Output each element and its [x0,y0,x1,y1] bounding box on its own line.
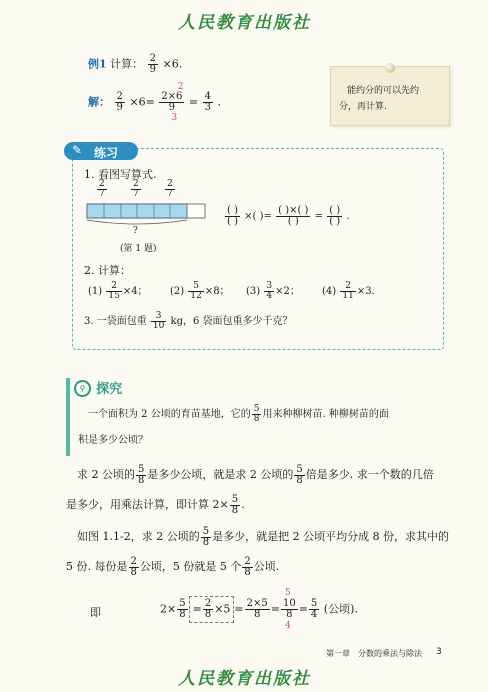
bar-question-mark: ? [133,226,138,236]
body-paragraph-2: 如图 1.1-2，求 2 公顷的 $\frac{5}{8}$ 是多少，就是把 2 公顷平均分成 8 份，求其中的 5 份. 每份是 $\frac{2}{8}$ 公顷，5 份就是 5 个 $\frac{2}{8}$ 公顷. [66,525,450,578]
solution-fraction-lhs: $\frac{2}{9}$ [116,91,123,113]
solution-times: ×6= [129,95,155,109]
publisher-logo-top: 人民教育出版社 [178,13,311,33]
solution-end: . [217,95,222,109]
solution-line [88,82,222,123]
blank-times: ×( )= [244,211,272,222]
bar-frac-3: $\frac{2}{7}$ [167,179,173,199]
calc-dashed-box: = $\frac{2}{8}$ ×5 [189,596,235,623]
solution-eq: = [188,95,199,109]
explore-icon: ⚲ [74,380,91,397]
calc-cancel-bottom: 4 [284,621,291,631]
practice-title: 练习 [94,146,119,160]
explore-bar [66,378,70,456]
pencil-icon: ✎ [72,143,83,157]
explore-paragraph: 一个面积为 2 公顷的育苗基地，它的 $\frac{5}{8}$ 用来种柳树苗. 种柳树苗的面 积是多少公顷？ [78,404,389,446]
example-times: ×6. [162,57,183,71]
q3-fraction: $\frac{3}{10}$ [152,311,165,331]
q2-item-3: (3) $\frac{3}{4}$ ×2； [246,281,300,301]
example-prompt: 计算： [110,57,144,71]
cancel-note-bottom: 3 [171,113,178,123]
body-paragraph-1: 求 2 公顷的 $\frac{5}{8}$ 是多少公顷，就是求 2 公顷的 $\frac{5}{8}$ 倍是多少. 求一个数的几倍 是多少，用乘法计算，即计算 2× $\frac{5}{8}$ . [66,463,434,516]
q2-item-2: (2) $\frac{5}{12}$ ×8； [170,281,230,301]
blank-frac-1: $\frac{( )}{( )}$ [227,205,238,227]
blank-frac-2: $\frac{( )\times( )}{( )}$ [278,205,309,227]
example-line [88,54,182,75]
solution-result: $\frac{4}{3}$ [204,91,212,113]
page-number: 3 [436,647,442,657]
bar-frac-2: $\frac{2}{7}$ [133,179,139,199]
calc-line: 2× $\frac{5}{8}$ = $\frac{2}{8}$ ×5 = $\frac{2\times 5}{8}$ = 10 8 5 4 = $\frac{5}{4}$ (公顷). [160,588,358,631]
calc-label: 即 [90,606,101,619]
cancel-note-top: 2 [177,82,184,92]
bar-frac-1: $\frac{2}{7}$ [99,179,105,199]
q2-item-1: (1) $\frac{2}{15}$ ×4； [88,281,148,301]
footer-chapter: 第一章 分数的乘法与除法 [326,649,422,658]
blank-eq: = [314,211,324,222]
publisher-logo-bottom: 人民教育出版社 [178,669,311,689]
practice-tab [64,142,138,160]
blank-end: . [346,211,350,222]
example-fraction: $\frac{2}{9}$ [149,53,157,75]
blank-frac-3: $\frac{( )}{( )}$ [329,205,341,227]
tip-line-2: 分，再计算. [339,102,387,112]
q2-label: 2. 计算： [84,264,131,277]
q1-caption: (第 1 题) [120,244,157,254]
tip-card [330,66,450,126]
fraction-bar-diagram [86,198,208,232]
calc-cancel-top: 5 [284,588,291,598]
tip-line-1: 能约分的可以先约 [347,86,420,96]
q1-label: 1. 看图写算式. [84,168,157,181]
pin-icon [385,63,395,73]
solution-label: 解： [88,95,110,109]
q3-line: 3. 一袋面包重 $\frac{3}{10}$ kg，6 袋面包重多少千克？ [84,311,293,331]
explore-heading: ⚲ 探究 [74,378,122,397]
example-label: 例1 [88,57,107,71]
q2-item-4: (4) $\frac{2}{11}$ ×3. [322,281,375,301]
solution-fraction-mid: 2×6 9 2 3 [161,82,184,123]
q1-blank-formula [224,206,350,227]
